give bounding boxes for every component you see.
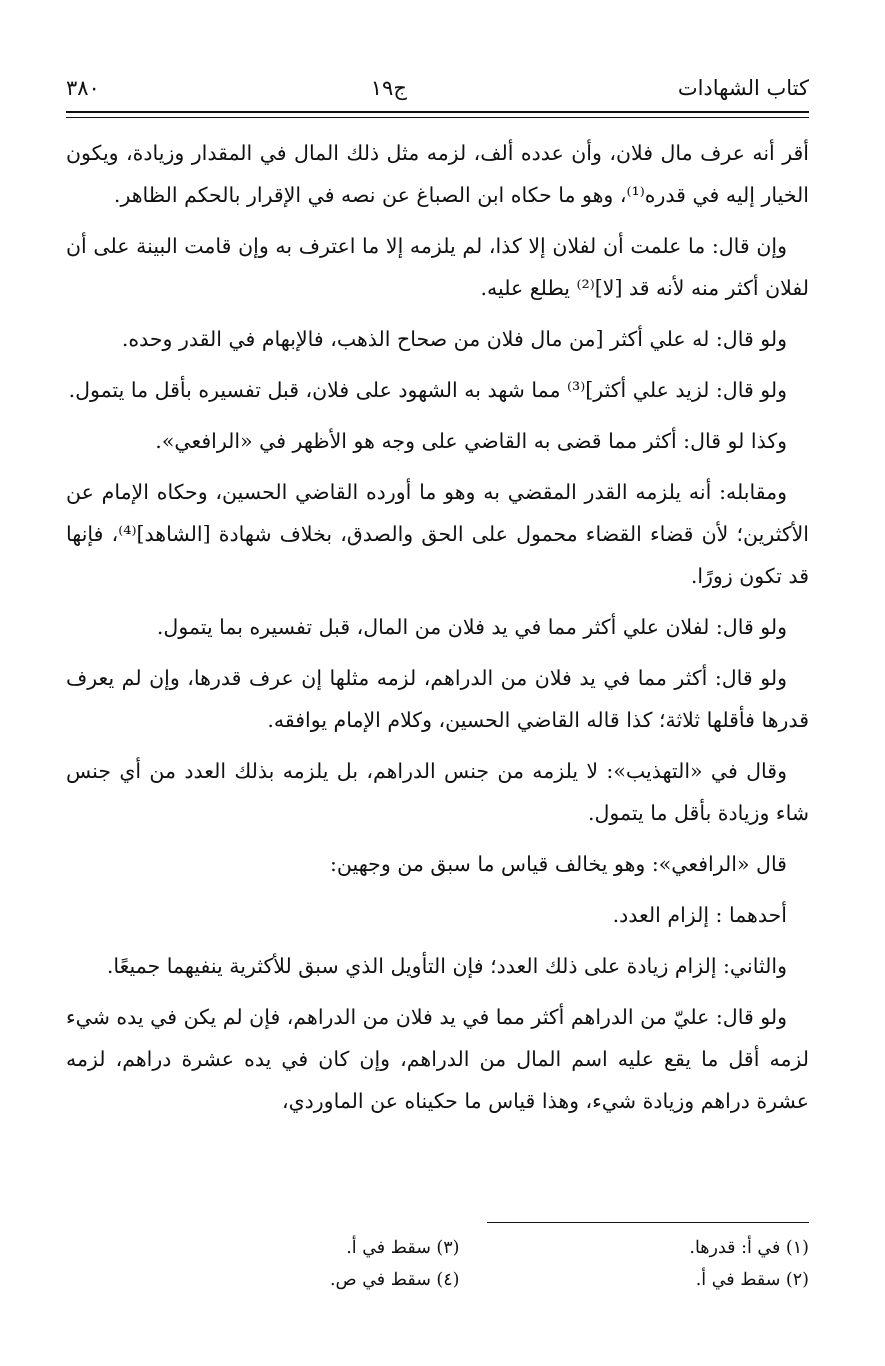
paragraph: أحدهما : إلزام العدد. — [612, 903, 787, 927]
paragraph: ومقابله: أنه يلزمه القدر المقضي به وهو ما أورده القاضي الحسين، وحكاه الإمام عن الأكثرين؛ لأن قضاء القضاء محمول على الحق والصدق، بخلاف شهادة [الشاهد]⁽⁴⁾، فإنها قد تكون زورًا. — [66, 480, 809, 588]
paragraph: قال «الرافعي»: وهو يخالف قياس ما سبق من وجهين: — [330, 852, 787, 876]
footnote: (١) في أ: قدرها. — [689, 1238, 809, 1258]
footnotes — [150, 1232, 809, 1296]
paragraph: ولو قال: له علي أكثر [من مال فلان من صحاح الذهب، فالإبهام في القدر وحده. — [121, 327, 787, 351]
footnote-rule — [487, 1222, 809, 1223]
volume-number: ج١٩ — [370, 76, 407, 100]
paragraph: والثاني: إلزام زيادة على ذلك العدد؛ فإن التأويل الذي سبق للأكثرية ينفيهما جميعًا. — [106, 954, 787, 978]
footnote: (٢) سقط في أ. — [695, 1270, 809, 1290]
paragraph: ولو قال: لزيد علي أكثر]⁽³⁾ مما شهد به الشهود على فلان، قبل تفسيره بأقل ما يتمول. — [68, 378, 787, 402]
paragraph: أقر أنه عرف مال فلان، وأن عدده ألف، لزمه مثل ذلك المال في المقدار وزيادة، ويكون الخيار إليه في قدره⁽¹⁾، وهو ما حكاه ابن الصباغ عن نصه في الإقرار بالحكم الظاهر. — [66, 141, 809, 207]
paragraph: ولو قال: عليّ من الدراهم أكثر مما في يد فلان من الدراهم، فإن لم يكن في يده شيء لزمه أقل ما يقع عليه اسم المال من الدراهم، وإن كان في يده عشرة دراهم، لزمه عشرة دراهم وزيادة شيء، وهذا قياس ما حكيناه عن الماوردي، — [66, 1005, 809, 1113]
paragraph: وقال في «التهذيب»: لا يلزمه من جنس الدراهم، بل يلزمه بذلك العدد من أي جنس شاء وزيادة بأقل ما يتمول. — [66, 759, 809, 825]
paragraph: ولو قال: لفلان علي أكثر مما في يد فلان من المال، قبل تفسيره بما يتمول. — [156, 615, 787, 639]
page-header — [66, 68, 809, 108]
body-text — [66, 132, 809, 1131]
footnote: (٤) سقط في ص. — [329, 1270, 460, 1290]
paragraph: ولو قال: أكثر مما في يد فلان من الدراهم، لزمه مثلها إن عرف قدرها، وإن لم يعرف قدرها فأقلها ثلاثة؛ كذا قاله القاضي الحسين، وكلام الإمام يوافقه. — [66, 666, 809, 732]
header-rule-thick — [66, 111, 809, 113]
page-number: ٣٨٠ — [66, 76, 100, 100]
paragraph: وكذا لو قال: أكثر مما قضى به القاضي على وجه هو الأظهر في «الرافعي». — [155, 429, 787, 453]
footnote: (٣) سقط في أ. — [346, 1238, 460, 1258]
header-rule-thin — [66, 117, 809, 118]
paragraph: وإن قال: ما علمت أن لفلان إلا كذا، لم يلزمه إلا ما اعترف به وإن قامت البينة على أن لفلان أكثر منه لأنه قد [لا]⁽²⁾ يطلع عليه. — [66, 234, 809, 300]
chapter-title: كتاب الشهادات — [677, 76, 809, 100]
